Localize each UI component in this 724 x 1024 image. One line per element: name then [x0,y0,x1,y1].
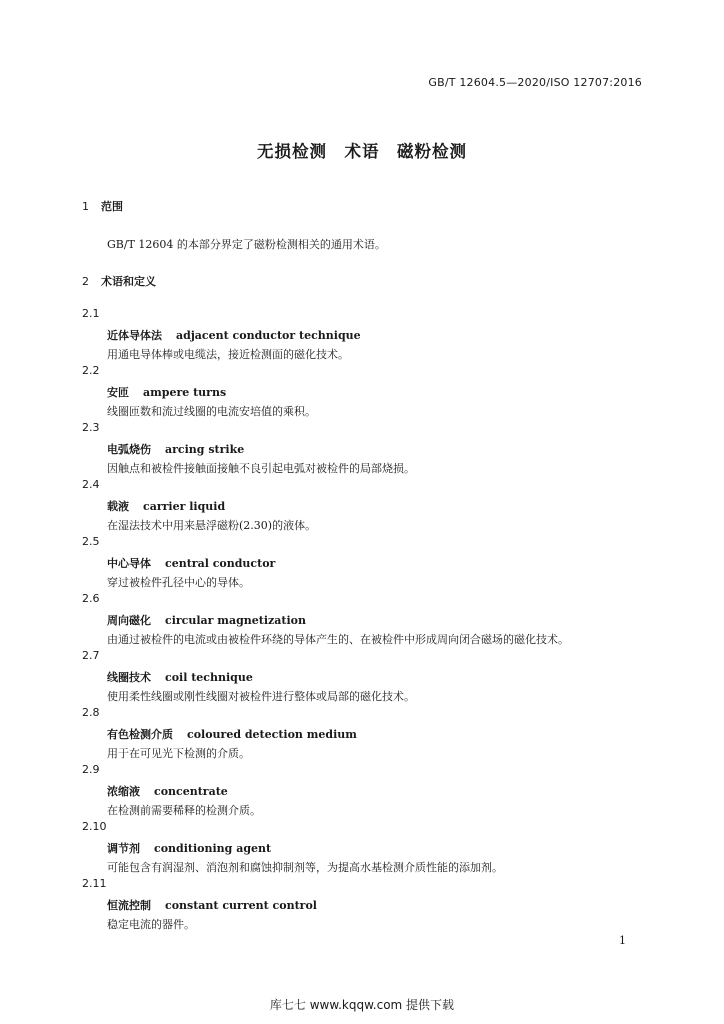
document-title: 无损检测 术语 磁粉检测 [257,142,467,161]
scope-paragraph: GB/T 12604 的本部分界定了磁粉检测相关的通用术语。 [107,238,386,251]
term-english: constant current control [165,899,317,912]
term-english: circular magnetization [165,614,306,627]
page-number: 1 [619,934,626,947]
section-2-title: 术语和定义 [101,275,156,288]
term-chinese: 线圈技术 [107,671,151,684]
term-chinese: 电弧烧伤 [107,443,151,456]
term-chinese: 浓缩液 [107,785,140,798]
terms-list [82,307,652,934]
term-entry [82,877,652,934]
term-number: 2.4 [82,478,100,491]
term-english: conditioning agent [154,842,272,855]
term-definition: 用通电导体棒或电缆法，接近检测面的磁化技术。 [107,348,349,361]
term-number: 2.11 [82,877,107,890]
term-definition: 可能包含有润湿剂、消泡剂和腐蚀抑制剂等，为提高水基检测介质性能的添加剂。 [107,861,503,874]
term-number: 2.1 [82,307,100,320]
term-entry [82,307,652,364]
term-chinese: 近体导体法 [107,329,162,342]
section-1-heading [82,198,123,214]
term-number: 2.8 [82,706,100,719]
term-definition: 因触点和被检件接触面接触不良引起电弧对被检件的局部烧损。 [107,462,415,475]
term-definition: 在湿法技术中用来悬浮磁粉(2.30)的液体。 [107,519,317,532]
term-definition: 稳定电流的器件。 [107,918,195,931]
term-english: concentrate [154,785,228,798]
term-english: central conductor [165,557,276,570]
term-english: coloured detection medium [187,728,357,741]
term-entry [82,592,652,649]
term-chinese: 周向磁化 [107,614,151,627]
term-english: coil technique [165,671,253,684]
term-entry [82,706,652,763]
term-chinese: 调节剂 [107,842,140,855]
term-entry [82,820,652,877]
term-chinese: 安匝 [107,386,129,399]
term-number: 2.6 [82,592,100,605]
term-definition: 用于在可见光下检测的介质。 [107,747,250,760]
section-2-number: 2 [82,275,89,288]
term-entry [82,421,652,478]
term-english: arcing strike [165,443,245,456]
term-english: adjacent conductor technique [176,329,361,342]
term-entry [82,763,652,820]
term-definition: 在检测前需要稀释的检测介质。 [107,804,261,817]
term-chinese: 恒流控制 [107,899,151,912]
term-chinese: 中心导体 [107,557,151,570]
term-number: 2.9 [82,763,100,776]
term-number: 2.10 [82,820,107,833]
term-entry [82,364,652,421]
term-number: 2.5 [82,535,100,548]
section-2-heading [82,273,156,289]
term-entry [82,649,652,706]
term-definition: 使用柔性线圈或刚性线圈对被检件进行整体或局部的磁化技术。 [107,690,415,703]
download-footer: 库七七 www.kqqw.com 提供下载 [269,998,455,1012]
term-definition: 由通过被检件的电流或由被检件环绕的导体产生的、在被检件中形成周向闭合磁场的磁化技术。 [107,633,569,646]
standard-code: GB/T 12604.5—2020/ISO 12707:2016 [428,76,642,89]
term-entry [82,478,652,535]
section-1-number: 1 [82,200,89,213]
term-english: ampere turns [143,386,227,399]
term-number: 2.3 [82,421,100,434]
term-english: carrier liquid [143,500,226,513]
term-chinese: 载液 [107,500,129,513]
term-definition: 穿过被检件孔径中心的导体。 [107,576,250,589]
section-1-title: 范围 [101,200,123,213]
term-entry [82,535,652,592]
term-definition: 线圈匝数和流过线圈的电流安培值的乘积。 [107,405,316,418]
term-number: 2.2 [82,364,100,377]
term-number: 2.7 [82,649,100,662]
term-chinese: 有色检测介质 [107,728,173,741]
